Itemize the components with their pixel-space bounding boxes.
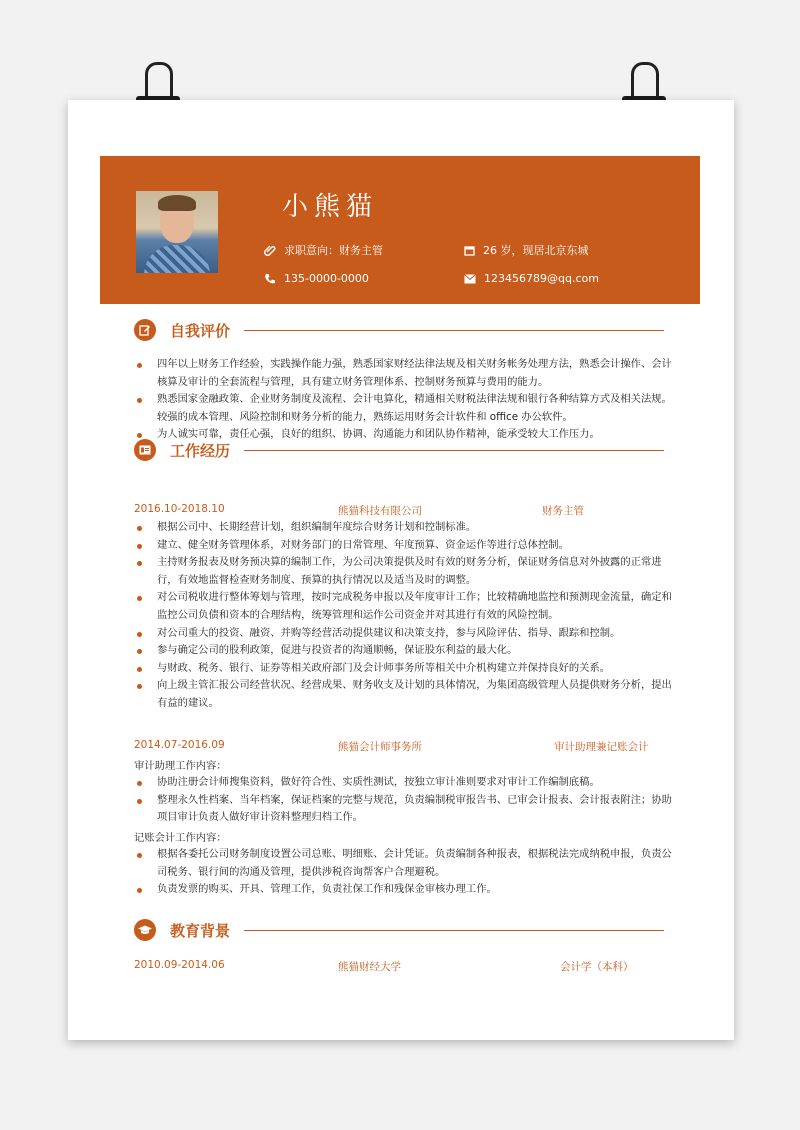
job-1-company: 熊猫科技有限公司	[338, 505, 422, 517]
job-2-company: 熊猫会计师事务所	[338, 741, 422, 753]
section-education-title: 教育背景	[134, 919, 230, 941]
education-period: 2010.09-2014.06	[134, 959, 225, 971]
job-2-row	[134, 739, 674, 755]
job-2-position: 审计助理兼记账会计	[554, 741, 649, 753]
section-self-eval-title: 自我评价	[134, 319, 230, 341]
mail-icon	[464, 274, 476, 284]
job-intention	[264, 242, 383, 258]
list-item: 整理永久性档案、当年档案，保证档案的完整与规范，负责编制税审报告书、已审会计报表、会计报表附注；协助项目审计负责人做好审计资料整理归档工作。	[134, 792, 674, 827]
age-location-text: 26 岁，现居北京东城	[483, 244, 589, 257]
divider	[244, 930, 664, 931]
job-1-duties	[134, 519, 674, 713]
list-item: 对公司重大的投资、融资、并购等经营活动提供建议和决策支持，参与风险评估、指导、跟踪和控制。	[134, 625, 674, 643]
education-school: 熊猫财经大学	[338, 961, 401, 973]
job-2-period: 2014.07-2016.09	[134, 739, 225, 751]
divider	[244, 450, 664, 451]
job-2-duties-audit	[134, 774, 674, 827]
resume-page	[68, 100, 734, 1040]
list-item: 根据公司中、长期经营计划，组织编制年度综合财务计划和控制标准。	[134, 519, 674, 537]
age-location	[464, 242, 589, 258]
job-1-position: 财务主管	[542, 505, 584, 517]
list-item: 协助注册会计师搜集资料，做好符合性、实质性测试，按独立审计准则要求对审计工作编制底稿。	[134, 774, 674, 792]
job-2-sub2: 记账会计工作内容：	[134, 832, 227, 844]
id-card-icon	[134, 439, 156, 461]
education-major: 会计学（本科）	[560, 961, 634, 973]
profile-photo	[136, 191, 218, 273]
email	[464, 272, 599, 285]
phone	[264, 272, 369, 285]
phone-icon	[264, 273, 276, 285]
calendar-icon	[464, 245, 475, 256]
job-2-sub1: 审计助理工作内容：	[134, 760, 227, 772]
graduation-cap-icon	[134, 919, 156, 941]
job-intention-text: 求职意向：财务主管	[284, 244, 383, 257]
list-item: 建立、健全财务管理体系，对财务部门的日常管理、年度预算、资金运作等进行总体控制。	[134, 537, 674, 555]
paperclip-icon	[264, 244, 276, 256]
job-1-row	[134, 503, 674, 519]
resume-header	[100, 156, 700, 304]
email-text: 123456789@qq.com	[484, 272, 599, 285]
education-row	[134, 959, 674, 975]
list-item: 参与确定公司的股利政策，促进与投资者的沟通顺畅，保证股东利益的最大化。	[134, 642, 674, 660]
divider	[244, 330, 664, 331]
candidate-name: 小熊猫	[282, 192, 379, 222]
job-2-duties-bookkeeping	[134, 846, 674, 899]
list-item: 对公司税收进行整体筹划与管理，按时完成税务申报以及年度审计工作；比较精确地监控和预测现金流量，确定和监控公司负债和资本的合理结构，统筹管理和运作公司资金并对其进行有效的风险控制。	[134, 589, 674, 624]
list-item: 与财政、税务、银行、证券等相关政府部门及会计师事务所等相关中介机构建立并保持良好的关系。	[134, 660, 674, 678]
self-eval-list	[134, 356, 674, 444]
list-item: 负责发票的购买、开具、管理工作，负责社保工作和残保金审核办理工作。	[134, 881, 674, 899]
list-item: 根据各委托公司财务制度设置公司总账、明细账、会计凭证。负责编制各种报表，根据税法完成纳税申报，负责公司税务、银行间的沟通及管理，提供涉税咨询帮客户合理避税。	[134, 846, 674, 881]
list-item: 向上级主管汇报公司经营状况、经营成果、财务收支及计划的具体情况，为集团高级管理人员提供财务分析，提出有益的建议。	[134, 677, 674, 712]
list-item: 四年以上财务工作经验，实践操作能力强，熟悉国家财经法律法规及相关财务帐务处理方法，熟悉会计操作、会计核算及审计的全套流程与管理，具有建立财务管理体系、控制财务预算与费用的能力。	[134, 356, 674, 391]
phone-text: 135-0000-0000	[284, 272, 369, 285]
section-work-title: 工作经历	[134, 439, 230, 461]
edit-icon	[134, 319, 156, 341]
job-1-period: 2016.10-2018.10	[134, 503, 225, 515]
list-item: 为人诚实可靠，责任心强，良好的组织、协调、沟通能力和团队协作精神，能承受较大工作压力。	[134, 426, 674, 444]
list-item: 主持财务报表及财务预决算的编制工作，为公司决策提供及时有效的财务分析，保证财务信息对外披露的正常进行，有效地监督检查财务制度、预算的执行情况以及适当及时的调整。	[134, 554, 674, 589]
list-item: 熟悉国家金融政策、企业财务制度及流程、会计电算化，精通相关财税法律法规和银行各种结算方式及相关法规。较强的成本管理、风险控制和财务分析的能力，熟练运用财务会计软件和 office 办公软件。	[134, 391, 674, 426]
